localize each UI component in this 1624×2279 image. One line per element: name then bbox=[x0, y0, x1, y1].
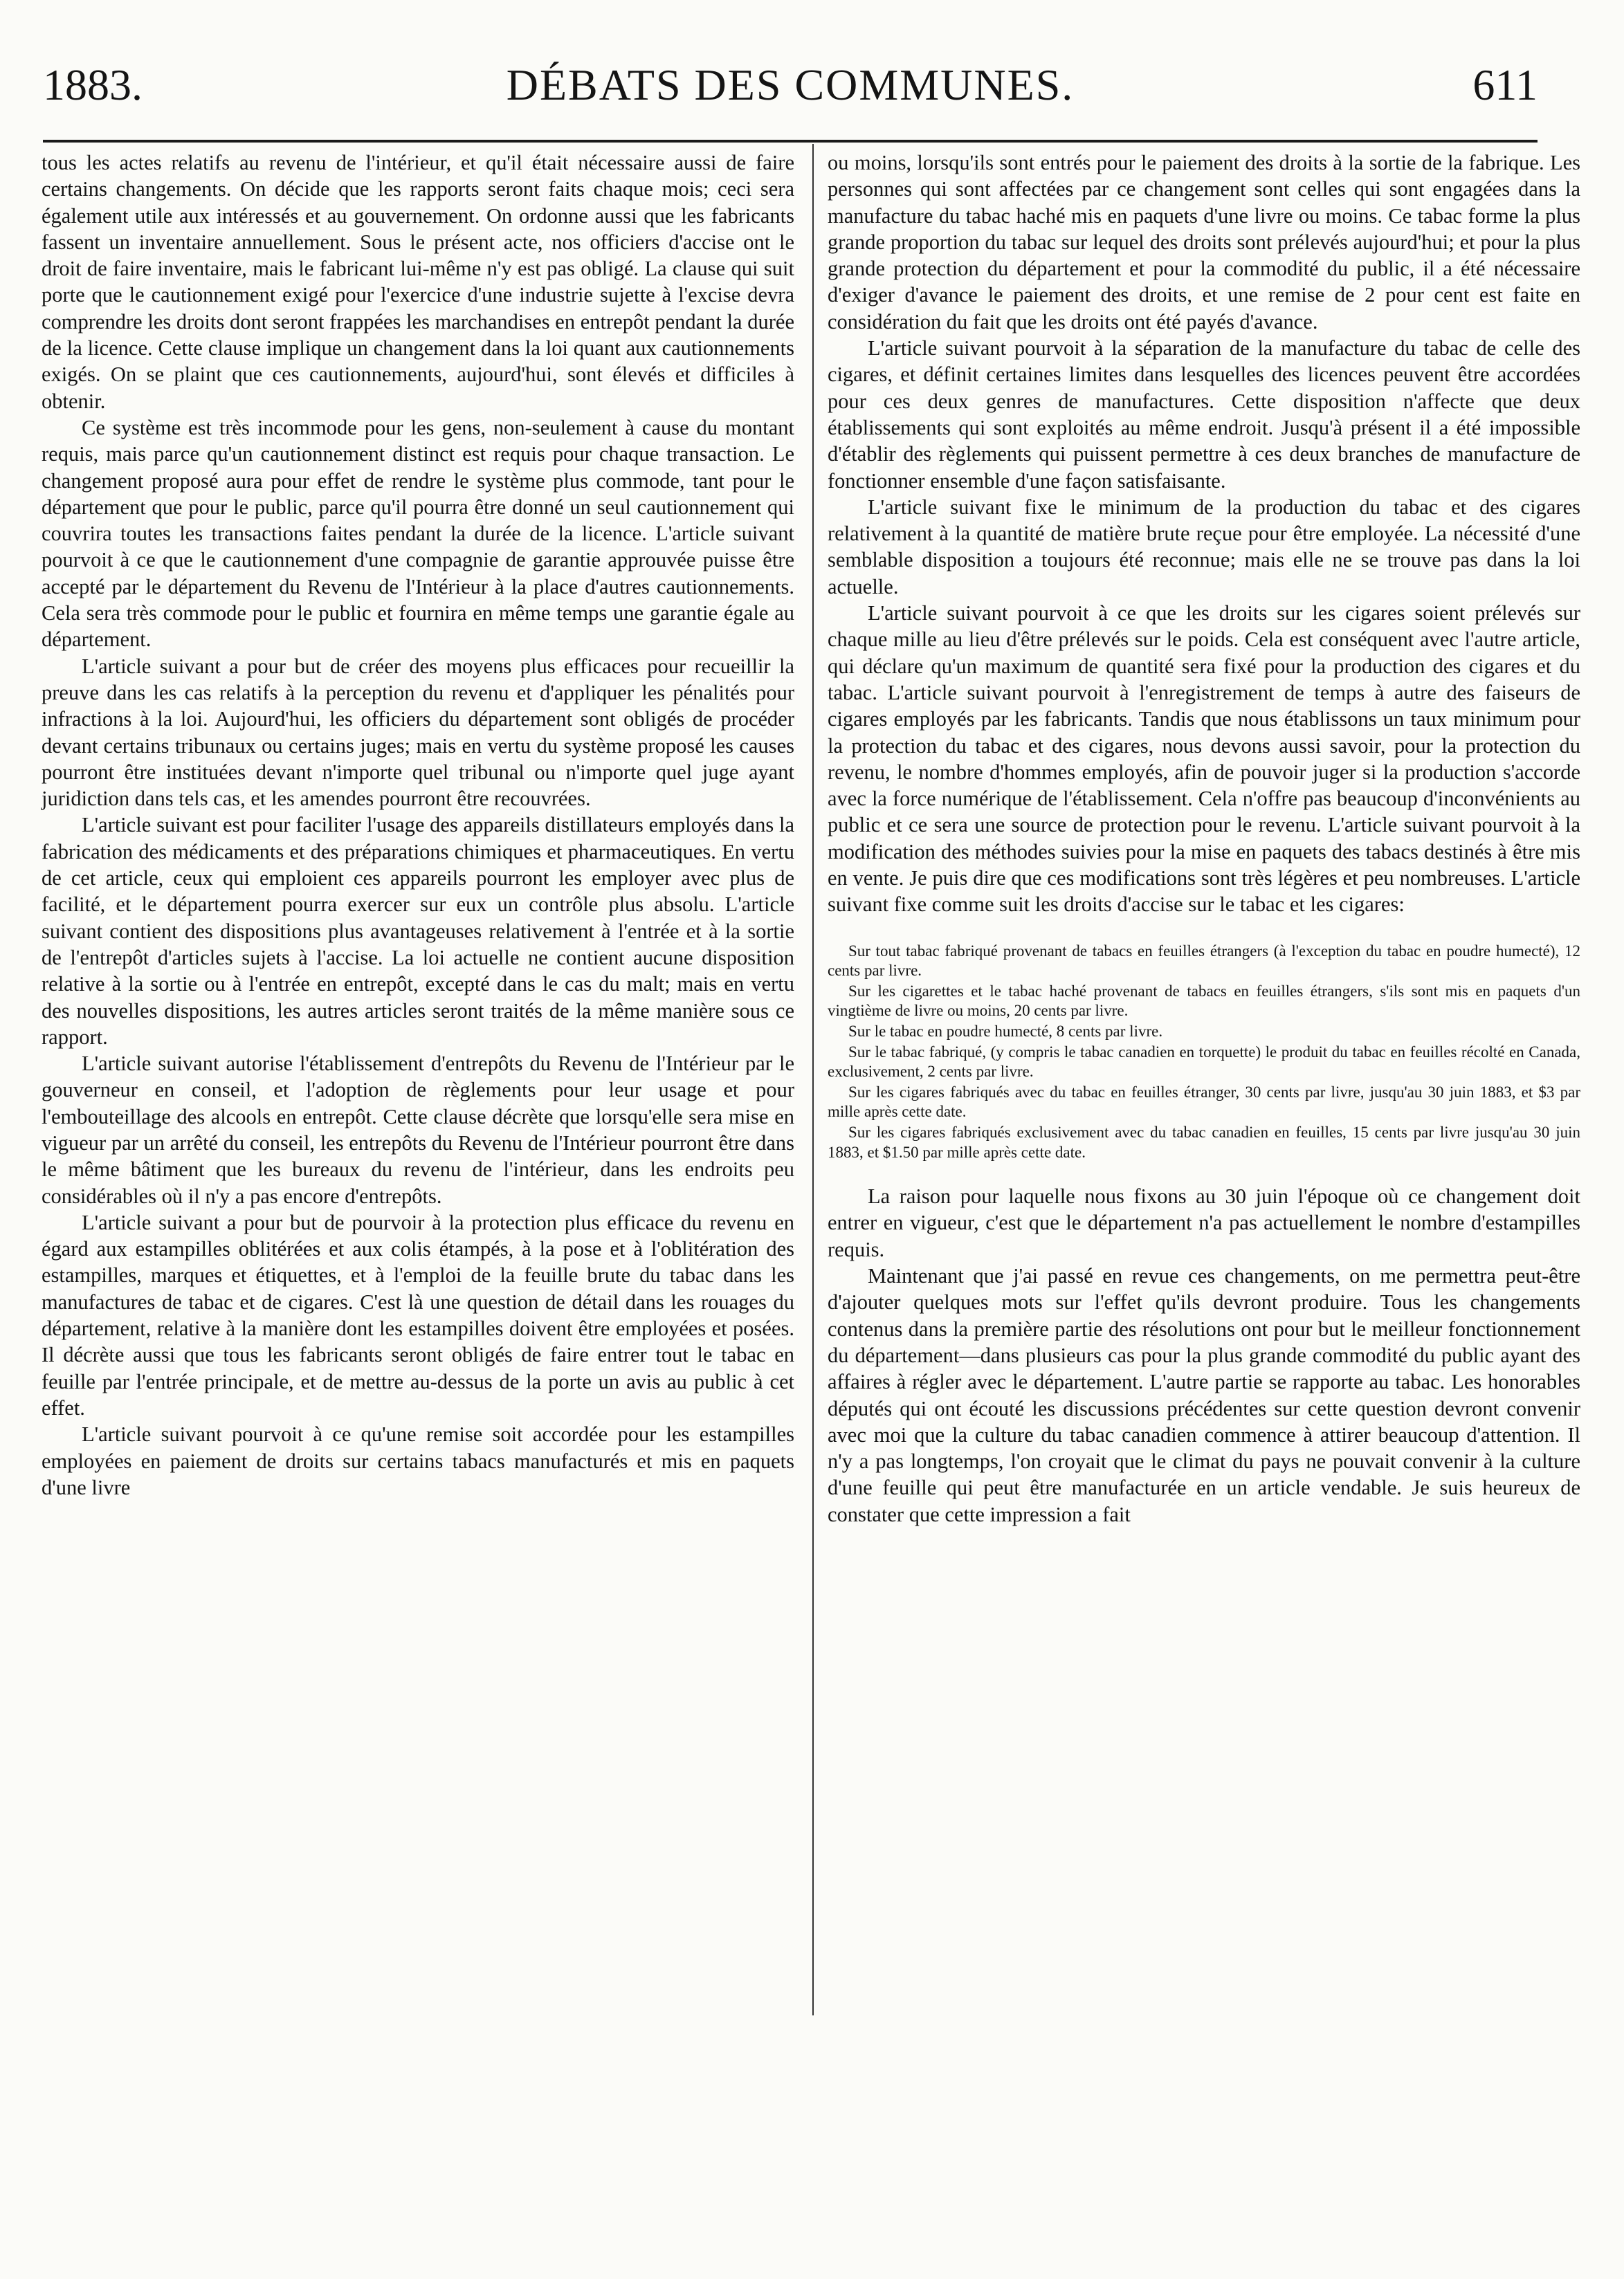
tariff-item: Sur tout tabac fabriqué provenant de tabacs en feuilles étrangers (à l'exception du tabac en poudre humecté), 12 cents par livre. bbox=[828, 942, 1580, 980]
header-title: DÉBATS DES COMMUNES. bbox=[506, 60, 1075, 109]
paragraph: L'article suivant pourvoit à ce qu'une remise soit accordée pour les estampilles employées en paiement de droits sur certains tabacs manufacturés et mis en paquets d'une livre bbox=[42, 1422, 794, 1499]
tariff-list bbox=[828, 942, 1580, 1163]
page-header bbox=[43, 60, 1538, 122]
paragraph: tous les actes relatifs au revenu de l'intérieur, et qu'il était nécessaire aussi de faire certains changements. On décide que les rapports seront faits chaque mois; ceci sera également utile aux intéressés et au gouvernement. On ordonne aussi que les fabricants fassent un inventaire annuellement. Sous le présent acte, nos officiers d'accise ont le droit de faire inventaire, mais le fabricant lui-même n'y est pas obligé. La clause qui suit porte que le cautionnement exigé pour l'exercice d'une industrie sujette à l'excise devra comprendre les droits dont seront frappées les marchandises en entrepôt pendant la durée de la licence. Cette clause implique un changement dans la loi quant aux cautionnements exigés. On se plaint que ces cautionnements, aujourd'hui, sont élevés et difficiles à obtenir. bbox=[42, 151, 794, 413]
paragraph: Maintenant que j'ai passé en revue ces changements, on me permettra peut-être d'ajouter quelques mots sur l'effet qu'ils devront produire. Tous les changements contenus dans la première partie des résolutions ont pour but le meilleur fonctionnement du département—dans plusieurs cas pour la plus grande commodité du public ayant des affaires à régler avec le département. L'autre partie se rapporte au tabac. Les honorables députés qui ont écouté les discussions précédentes sur cette question devront convenir avec moi que la culture du tabac canadien commence à attirer beaucoup d'attention. Il n'y a pas longtemps, l'on croyait que le climat du pays ne pouvait convenir à la culture d'une feuille qui peut être manufacturée en un article vendable. Je suis heureux de constater que cette impression a fait bbox=[828, 1264, 1580, 1526]
paragraph: L'article suivant est pour faciliter l'usage des appareils distillateurs employés dans la fabrication des médicaments et des préparations chimiques et pharmaceutiques. En vertu de cet article, ceux qui emploient ces appareils pourront les employer avec plus de facilité, et le département pourra exercer sur eux un contrôle plus absolu. L'article suivant contient des dispositions plus avantageuses relativement à l'entrée et à la sortie de l'entrepôt d'articles sujets à l'accise. La loi actuelle ne contient aucune disposition relative à la sortie ou à l'entrée en entrepôt, excepté dans le cas du malt; mais en vertu des nouvelles dispositions, les autres articles seront traités de la même manière sous ce rapport. bbox=[42, 813, 794, 1049]
paragraph: Ce système est très incommode pour les gens, non-seulement à cause du montant requis, mais parce qu'un cautionnement distinct est requis pour chaque transaction. Le changement proposé aura pour effet de rendre le système plus commode, tant pour le département que pour le public, parce qu'il pourra être donné un seul cautionnement qui couvrira toutes les transactions faites pendant la durée de la licence. L'article suivant pourvoit à ce que le cautionnement d'une compagnie de garantie approuvée puisse être accepté par le département du Revenu de l'Intérieur à la place d'autres cautionnements. Cela sera très commode pour le public et fournira en même temps une garantie égale au département. bbox=[42, 415, 794, 652]
paragraph: L'article suivant a pour but de pourvoir à la protection plus efficace du revenu en égard aux estampilles oblitérées et aux colis étampés, à la pose et à l'oblitération des estampilles, marques et étiquettes, et à l'emploi de la feuille brute du tabac dans les manufactures de tabac et de cigares. C'est là une question de détail dans les rouages du département, relative à la manière dont les estampilles doivent être employées et posées. Il décrète aussi que tous les fabricants seront obligés de faire entrer tout le tabac en feuille par l'entrée principale, et de mettre au-dessus de la porte un avis au public à cet effet. bbox=[42, 1210, 794, 1420]
paragraph: L'article suivant pourvoit à la séparation de la manufacture du tabac de celle des cigares, et définit certaines limites dans lesquelles des licences peuvent être accordées pour ces deux genres de manufactures. Cette disposition n'affecte que deux établissements qui sont exploités au même endroit. Jusqu'à présent il a été impossible d'établir des règlements qui puissent permettre à ces deux branches de manufacture de fonctionner ensemble d'une façon satisfaisante. bbox=[828, 336, 1580, 493]
paragraph: La raison pour laquelle nous fixons au 30 juin l'époque où ce changement doit entrer en vigueur, c'est que le département n'a pas actuellement le nombre d'estampilles requis. bbox=[828, 1184, 1580, 1261]
tariff-item: Sur les cigares fabriqués exclusivement avec du tabac canadien en feuilles, 15 cents par livre jusqu'au 30 juin 1883, et $1.50 par mille après cette date. bbox=[828, 1123, 1580, 1161]
page-number: 611 bbox=[1472, 60, 1538, 109]
tariff-item: Sur les cigares fabriqués avec du tabac en feuilles étranger, 30 cents par livre, jusqu'au 30 juin 1883, et $3 par mille après cette date. bbox=[828, 1083, 1580, 1121]
page-bottom-margin bbox=[0, 2015, 1624, 2279]
tariff-item: Sur les cigarettes et le tabac haché provenant de tabacs en feuilles étrangers, s'ils sont mis en paquets d'un vingtième de livre ou moins, 20 cents par livre. bbox=[828, 982, 1580, 1020]
paragraph: L'article suivant a pour but de créer des moyens plus efficaces pour recueillir la preuve dans les cas relatifs à la perception du revenu et d'appliquer les pénalités pour infractions à la loi. Aujourd'hui, les officiers du département sont obligés de procéder devant certains tribunaux ou certains juges; mais en vertu du système proposé les causes pourront être instituées devant n'importe quel tribunal ou n'importe quel juge ayant juridiction dans tels cas, et les amendes pourront être recouvrées. bbox=[42, 654, 794, 811]
column-divider bbox=[812, 144, 814, 2015]
header-rule bbox=[43, 140, 1538, 143]
paragraph: L'article suivant fixe le minimum de la production du tabac et des cigares relativement à la quantité de matière brute reçue pour être employée. La nécessité d'une semblable disposition a toujours été reconnue; mais elle ne se trouve pas dans la loi actuelle. bbox=[828, 495, 1580, 598]
header-year: 1883. bbox=[43, 60, 143, 109]
left-column bbox=[42, 149, 794, 1501]
tariff-item: Sur le tabac fabriqué, (y compris le tabac canadien en torquette) le produit du tabac en feuilles récolté en Canada, exclusivement, 2 cents par livre. bbox=[828, 1043, 1580, 1081]
tariff-item: Sur le tabac en poudre humecté, 8 cents par livre. bbox=[848, 1022, 1163, 1040]
paragraph: L'article suivant autorise l'établissement d'entrepôts du Revenu de l'Intérieur par le gouverneur en conseil, et l'adoption de règlements pour leur usage et pour l'embouteillage des alcools en entrepôt. Cette clause décrète que lorsqu'elle sera mise en vigueur par un arrêté du conseil, les entrepôts du Revenu de l'Intérieur pourront être dans le même bâtiment que les bureaux du revenu de l'intérieur, dans les endroits peu considérables où il n'y a pas encore d'entrepôts. bbox=[42, 1052, 794, 1208]
paragraph: ou moins, lorsqu'ils sont entrés pour le paiement des droits à la sortie de la fabrique. Les personnes qui sont affectées par ce changement sont celles qui sont engagées dans la manufacture du tabac haché mis en paquets d'une livre ou moins. Ce tabac forme la plus grande proportion du tabac sur lequel des droits sont prélevés aujourd'hui; et pour la plus grande protection du département et pour la commodité du public, il a été nécessaire d'exiger d'avance le paiement des droits, et une remise de 2 pour cent est faite en considération du fait que les droits ont été payés d'avance. bbox=[828, 151, 1580, 333]
paragraph: L'article suivant pourvoit à ce que les droits sur les cigares soient prélevés sur chaque mille au lieu d'être prélevés sur le poids. Cela est conséquent avec l'autre article, qui déclare qu'un maximum de quantité sera fixé pour la production des cigares et du tabac. L'article suivant pourvoit à l'enregistrement de temps à autre des faiseurs de cigares employés par les fabricants. Tandis que nous établissons un taux minimum pour la protection du tabac et des cigares, nous devons aussi savoir, pour la protection du revenu, le nombre d'hommes employés, afin de pouvoir juger si la production s'accorde avec la force numérique de l'établissement. Cela n'offre pas beaucoup d'inconvénients au public et ce sera une source de protection pour le revenu. L'article suivant pourvoit à la modification des méthodes suivies pour la mise en paquets des tabacs destinés à être mis en vente. Je puis dire que ces modifications sont très légères et peu nombreuses. L'article suivant fixe comme suit les droits d'accise sur le tabac et les cigares: bbox=[828, 601, 1580, 917]
right-column bbox=[828, 149, 1580, 1528]
